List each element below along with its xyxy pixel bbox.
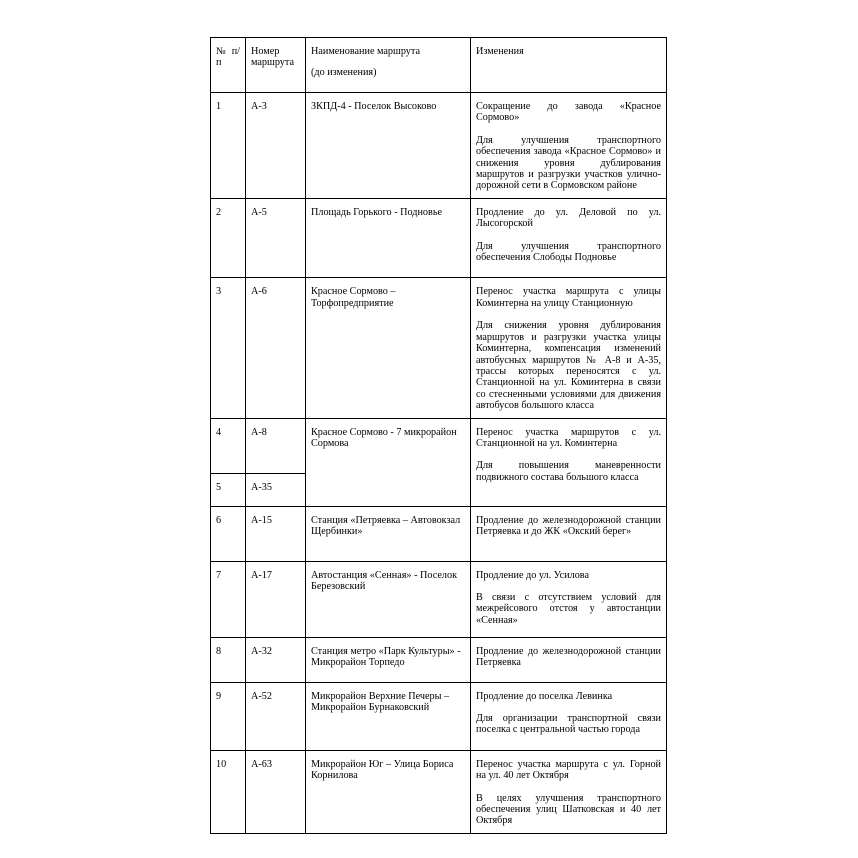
reason-text: Для организации транспортной связи поселка с центральной частью города [476, 712, 661, 736]
row-changes [471, 561, 667, 637]
header-changes: Изменения [471, 38, 667, 93]
change-text: Сокращение до завода «Красное Сормово» [476, 101, 661, 124]
row-route-code: А-6 [246, 278, 306, 418]
change-text: Продление до железнодорожной станции Петряевка [476, 645, 661, 668]
table-row [211, 637, 667, 682]
row-route-name: Площадь Горького - Подновье [306, 198, 471, 278]
row-route-name: Автостанция «Сенная» - Поселок Березовский [306, 561, 471, 637]
row-changes [471, 198, 667, 278]
reason-text: Для улучшения транспортного обеспечения Слободы Подновье [476, 240, 661, 264]
change-text: Продление до ул. Деловой по ул. Лысогорской [476, 206, 661, 230]
row-num: 3 [211, 278, 246, 418]
change-text: Перенос участка маршрута с ул. Горной на ул. 40 лет Октября [476, 758, 661, 782]
row-changes [471, 682, 667, 750]
row-num: 2 [211, 198, 246, 278]
row-num: 5 [211, 473, 246, 506]
row-changes [471, 506, 667, 561]
table-row [211, 278, 667, 418]
row-num: 6 [211, 506, 246, 561]
row-route-name: Красное Сормово – Торфопредприятие [306, 278, 471, 418]
change-text: Продление до железнодорожной станции Петряевка и до ЖК «Окский берег» [476, 514, 661, 537]
row-route-code: А-17 [246, 561, 306, 637]
row-route-name: ЗКПД-4 - Поселок Высоково [306, 93, 471, 199]
row-route-code: А-32 [246, 637, 306, 682]
row-route-name: Красное Сормово - 7 микрорайон Сормова [306, 418, 471, 506]
table-row [211, 93, 667, 199]
row-route-name: Станция «Петряевка – Автовокзал Щербинки» [306, 506, 471, 561]
row-route-name: Микрорайон Верхние Печеры – Микрорайон Бурнаковский [306, 682, 471, 750]
row-route-code: А-3 [246, 93, 306, 199]
row-route-name: Станция метро «Парк Культуры» - Микрорайон Торпедо [306, 637, 471, 682]
change-text: Перенос участка маршрутов с ул. Станционной на ул. Коминтерна [476, 426, 661, 449]
row-route-code: А-52 [246, 682, 306, 750]
reason-text: В связи с отсутствием условий для межрейсового отстоя у автостанции «Сенная» [476, 591, 661, 626]
row-route-name: Микрорайон Юг – Улица Бориса Корнилова [306, 750, 471, 833]
reason-text: Для снижения уровня дублирования маршрутов и разгрузки участка улицы Коминтерна, компенсация изменений автобусных маршрутов № А-8 и А-35, трассы которых переносятся с ул. Станционной на ул. Коминтерна в связи со стесненными условиями для движения автобусов большого класса [476, 320, 661, 412]
reason-text: Для улучшения транспортного обеспечения завода «Красное Сормово» и снижения уровня дублирования маршрутов и разгрузки участков улично-дорожной сети в Сормовском районе [476, 134, 661, 192]
row-route-code: А-8 [246, 418, 306, 473]
table-row [211, 198, 667, 278]
table-row [211, 682, 667, 750]
row-changes [471, 637, 667, 682]
row-changes [471, 750, 667, 833]
header-route-number: Номер маршрута [246, 38, 306, 93]
row-num: 1 [211, 93, 246, 199]
reason-text: Для повышения маневренности подвижного состава большого класса [476, 460, 661, 483]
row-changes [471, 278, 667, 418]
row-route-code: А-63 [246, 750, 306, 833]
row-num: 10 [211, 750, 246, 833]
row-num: 8 [211, 637, 246, 682]
table-row [211, 418, 667, 473]
table-row [211, 506, 667, 561]
table-header-row [211, 38, 667, 93]
routes-table [210, 37, 667, 834]
row-route-code: А-35 [246, 473, 306, 506]
table-row [211, 750, 667, 833]
row-num: 4 [211, 418, 246, 473]
row-num: 7 [211, 561, 246, 637]
row-route-code: А-5 [246, 198, 306, 278]
change-text: Перенос участка маршрута с улицы Коминтерна на улицу Станционную [476, 286, 661, 309]
change-text: Продление до ул. Усилова [476, 569, 589, 581]
change-text: Продление до поселка Левинка [476, 690, 613, 702]
row-changes [471, 418, 667, 506]
row-num: 9 [211, 682, 246, 750]
reason-text: В целях улучшения транспортного обеспечения улиц Шатковская и 40 лет Октября [476, 792, 661, 827]
header-route-name: Наименование маршрута (до изменения) [306, 38, 471, 93]
table-row [211, 561, 667, 637]
header-num: № п/п [211, 38, 246, 93]
row-changes [471, 93, 667, 199]
row-route-code: А-15 [246, 506, 306, 561]
